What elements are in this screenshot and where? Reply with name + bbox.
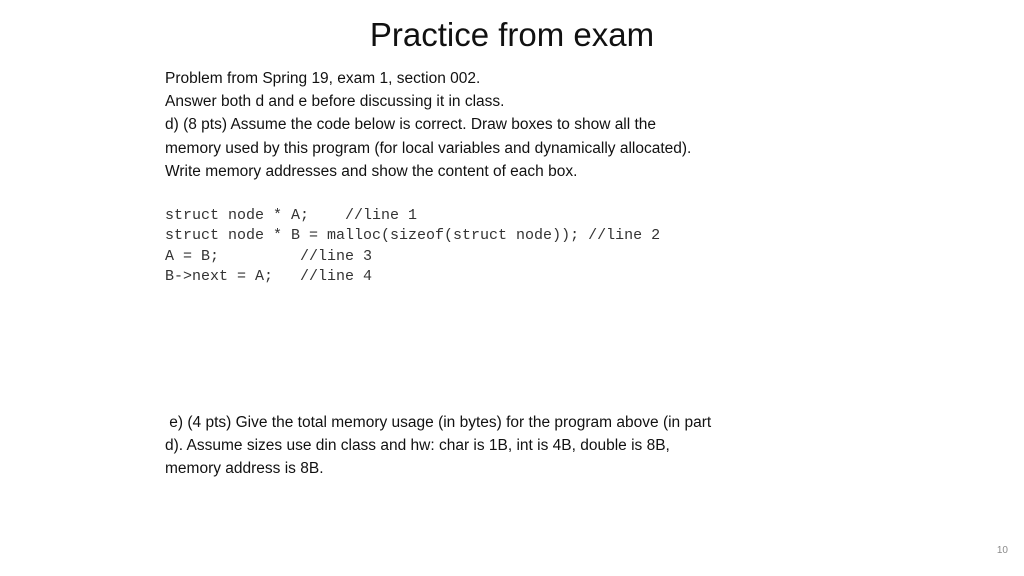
- part-d-line-2: memory used by this program (for local variables and dynamically allocated).: [165, 139, 692, 157]
- code-line-4: B->next = A; //line 4: [165, 268, 373, 286]
- part-d-line-1: d) (8 pts) Assume the code below is correct. Draw boxes to show all the: [165, 116, 657, 134]
- slide-title: Practice from exam: [369, 16, 655, 53]
- part-e-question: [165, 411, 845, 481]
- problem-intro: [165, 67, 845, 183]
- code-line-3: A = B; //line 3: [165, 247, 373, 265]
- code-line-2: struct node * B = malloc(sizeof(struct node)); //line 2: [165, 227, 661, 245]
- part-e-line-1: e) (4 pts) Give the total memory usage (in bytes) for the program above (in part: [165, 414, 712, 431]
- part-e-line-3: memory address is 8B.: [165, 460, 324, 478]
- intro-line-instruction: Answer both d and e before discussing it in class.: [165, 93, 505, 111]
- code-line-1: struct node * A; //line 1: [165, 207, 418, 224]
- page-number: 10: [996, 545, 1008, 556]
- intro-line-source: Problem from Spring 19, exam 1, section 002.: [165, 70, 481, 87]
- code-block: [165, 206, 660, 288]
- part-e-line-2: d). Assume sizes use din class and hw: char is 1B, int is 4B, double is 8B,: [165, 437, 670, 455]
- part-d-line-3: Write memory addresses and show the content of each box.: [165, 162, 578, 180]
